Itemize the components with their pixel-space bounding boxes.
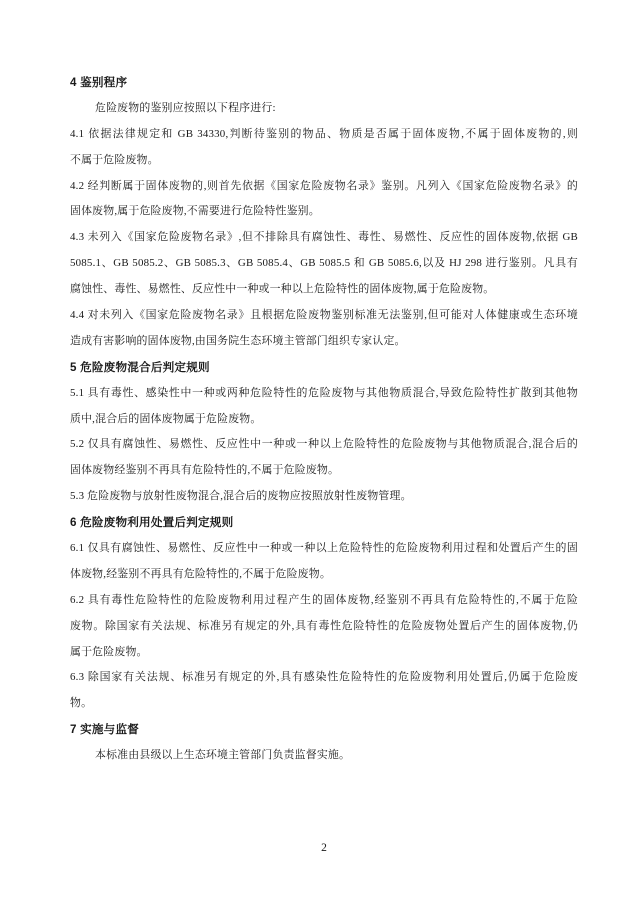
- heading-section-7: 7 实施与监督: [70, 723, 140, 737]
- document-body: [70, 70, 578, 769]
- paragraph-line: 造成有害影响的固体废物,由国务院生态环境主管部门组织专家认定。: [70, 334, 406, 347]
- paragraph-line: 4.2 经判断属于固体废物的,则首先依据《国家危险废物名录》鉴别。凡列入《国家危险废物名录》的: [70, 179, 578, 192]
- heading-section-5: 5 危险废物混合后判定规则: [70, 360, 210, 374]
- paragraph-line: 5.1 具有毒性、感染性中一种或两种危险特性的危险废物与其他物质混合,导致危险特性扩散到其他物: [70, 386, 578, 399]
- paragraph-line: 6.2 具有毒性危险特性的危险废物利用过程产生的固体废物,经鉴别不再具有危险特性的,不属于危险: [70, 593, 578, 606]
- paragraph-line: 物。: [70, 697, 93, 710]
- page-footer: [70, 840, 578, 856]
- paragraph-line: 5.3 危险废物与放射性废物混合,混合后的废物应按照放射性废物管理。: [70, 490, 412, 503]
- paragraph-line: 固体废物,属于危险废物,不需要进行危险特性鉴别。: [70, 205, 320, 218]
- paragraph-line: 4.1 依据法律规定和 GB 34330,判断待鉴别的物品、物质是否属于固体废物,不属于固体废物的,则: [70, 127, 578, 140]
- paragraph-line: 5.2 仅具有腐蚀性、易燃性、反应性中一种或一种以上危险特性的危险废物与其他物质混合,混合后的: [70, 438, 578, 451]
- paragraph-line: 5085.1、GB 5085.2、GB 5085.3、GB 5085.4、GB 5085.5 和 GB 5085.6,以及 HJ 298 进行鉴别。凡具有: [70, 257, 578, 270]
- paragraph-line: 固体废物经鉴别不再具有危险特性的,不属于危险废物。: [70, 464, 340, 477]
- heading-section-6: 6 危险废物利用处置后判定规则: [70, 516, 234, 530]
- page-number: 2: [321, 842, 327, 854]
- paragraph-line: 4.4 对未列入《国家危险废物名录》且根据危险废物鉴别标准无法鉴别,但可能对人体健康或生态环境: [70, 309, 578, 322]
- paragraph-line: 体废物,经鉴别不再具有危险特性的,不属于危险废物。: [70, 567, 331, 580]
- heading-section-4: 4 鉴别程序: [70, 76, 128, 89]
- paragraph-line: 质中,混合后的固体废物属于危险废物。: [70, 412, 262, 425]
- paragraph-line: 废物。除国家有关法规、标准另有规定的外,具有毒性危险特性的危险废物处置后产生的固体废物,仍: [70, 619, 578, 632]
- paragraph-line: 属于危险废物。: [70, 645, 148, 658]
- paragraph-line: 危险废物的鉴别应按照以下程序进行:: [95, 101, 276, 114]
- paragraph-line: 不属于危险废物。: [70, 153, 159, 166]
- paragraph-line: 腐蚀性、毒性、易燃性、反应性中一种或一种以上危险特性的固体废物,属于危险废物。: [70, 283, 495, 296]
- paragraph-line: 本标准由县级以上生态环境主管部门负责监督实施。: [95, 749, 351, 762]
- paragraph-line: 6.3 除国家有关法规、标准另有规定的外,具有感染性危险特性的危险废物利用处置后,仍属于危险废: [70, 671, 578, 684]
- paragraph-line: 4.3 未列入《国家危险废物名录》,但不排除具有腐蚀性、毒性、易燃性、反应性的固体废物,依据 GB: [70, 231, 578, 244]
- paragraph-line: 6.1 仅具有腐蚀性、易燃性、反应性中一种或一种以上危险特性的危险废物利用过程和处置后产生的固: [70, 542, 578, 555]
